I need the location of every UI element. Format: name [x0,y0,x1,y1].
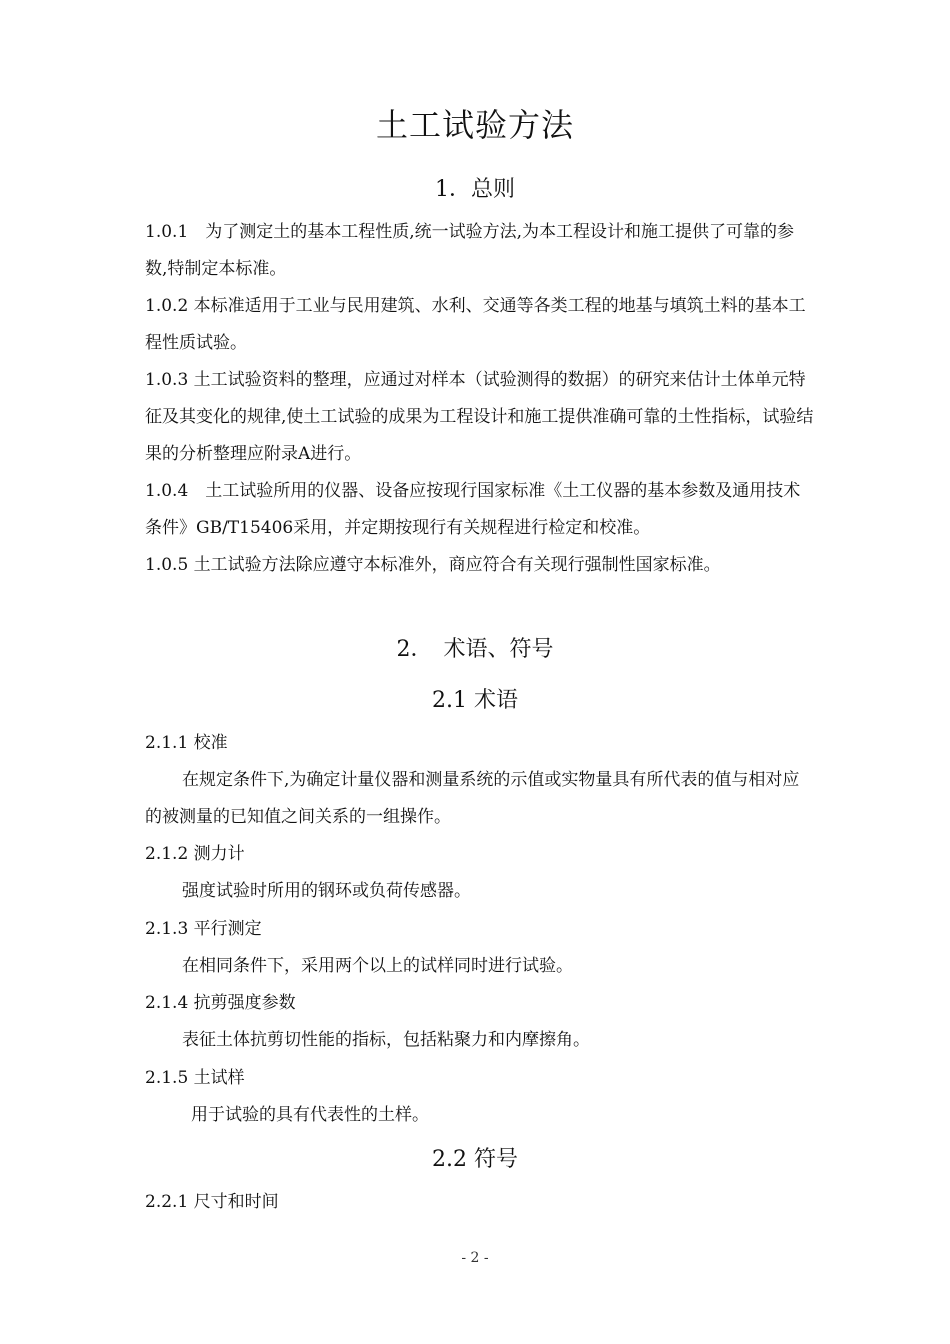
term-2-1-2-definition: 强度试验时所用的钢环或负荷传感器。 [182,881,471,901]
term-2-1-1-label: 2.1.1 校准 [145,733,228,753]
document-title: 土工试验方法 [375,106,574,144]
term-2-1-4-label: 2.1.4 抗剪强度参数 [145,993,296,1013]
term-2-1-2-label: 2.1.2 测力计 [145,844,245,864]
clause-1-0-2: 1.0.2 本标准适用于工业与民用建筑、水利、交通等各类工程的地基与填筑土料的基本工程性质试验。 [145,296,806,353]
clause-1-0-1: 1.0.1 为了测定土的基本工程性质,统一试验方法,为本工程设计和施工提供了可靠的参数,特制定本标准。 [145,222,795,279]
section-2-1-heading: 2.1 术语 [432,688,518,713]
term-2-1-3-label: 2.1.3 平行测定 [145,919,262,939]
term-2-1-3-definition: 在相同条件下，采用两个以上的试样同时进行试验。 [182,956,573,976]
term-2-1-5-label: 2.1.5 土试样 [145,1068,245,1088]
section-2-heading: 2． 术语、符号 [396,637,554,662]
clause-2-2-1-label: 2.2.1 尺寸和时间 [145,1192,279,1212]
term-2-1-1-definition: 在规定条件下,为确定计量仪器和测量系统的示值或实物量具有所代表的值与相对应的被测量的已知值之间关系的一组操作。 [145,770,800,827]
clause-1-0-3: 1.0.3 土工试验资料的整理，应通过对样本（试验测得的数据）的研究来估计土体单元特征及其变化的规律,使土工试验的成果为工程设计和施工提供准确可靠的土性指标，试验结果的分析整理应附录A进行。 [145,370,814,464]
section-1-heading: 1．总则 [435,177,515,202]
term-2-1-5-definition: 用于试验的具有代表性的土样。 [191,1105,429,1125]
clause-1-0-5: 1.0.5 土工试验方法除应遵守本标准外，商应符合有关现行强制性国家标准。 [145,555,721,575]
page-number: - 2 - [461,1250,489,1266]
clause-1-0-4: 1.0.4 土工试验所用的仪器、设备应按现行国家标准《土工仪器的基本参数及通用技术条件》GB/T15406采用，并定期按现行有关规程进行检定和校准。 [145,481,801,538]
term-2-1-4-definition: 表征土体抗剪切性能的指标，包括粘聚力和内摩擦角。 [182,1030,590,1050]
section-2-2-heading: 2.2 符号 [432,1147,518,1172]
